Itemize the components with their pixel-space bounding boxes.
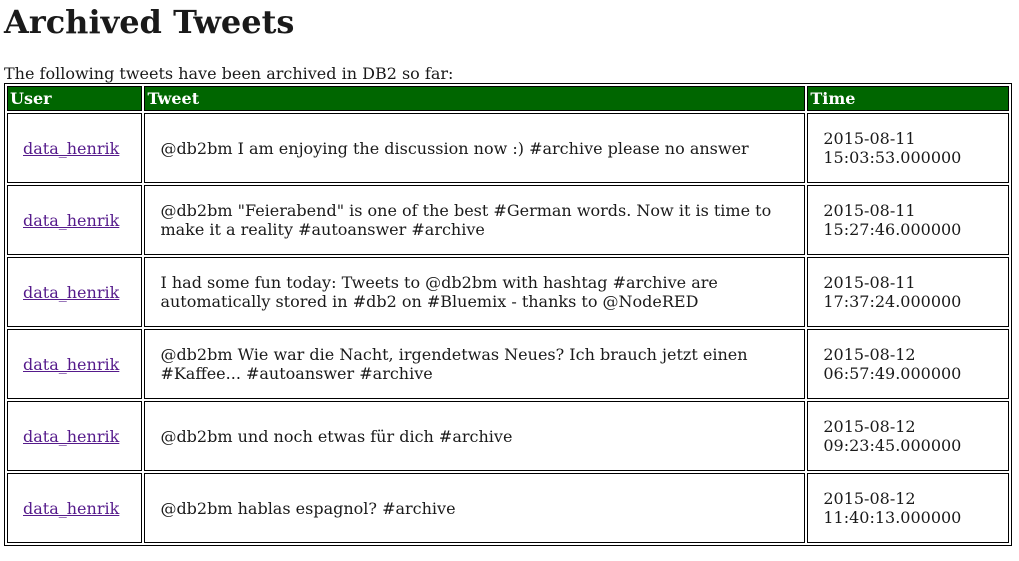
user-cell	[7, 473, 142, 543]
table-row	[7, 401, 1009, 471]
time-text: 11:40:13.000000	[823, 508, 962, 527]
user-cell	[7, 329, 142, 399]
tweet-cell: @db2bm Wie war die Nacht, irgendetwas Neues? Ich brauch jetzt einen #Kaffee... #autoanswer #archive	[144, 329, 805, 399]
time-cell	[807, 257, 1009, 327]
date-text: 2015-08-11	[823, 201, 916, 220]
table-row	[7, 257, 1009, 327]
date-text: 2015-08-11	[823, 129, 916, 148]
page-title: Archived Tweets	[4, 3, 295, 41]
table-row	[7, 473, 1009, 543]
time-cell	[807, 401, 1009, 471]
date-text: 2015-08-11	[823, 273, 916, 292]
table-row	[7, 329, 1009, 399]
time-text: 15:03:53.000000	[823, 148, 962, 167]
tweet-cell: @db2bm und noch etwas für dich #archive	[144, 401, 805, 471]
table-row	[7, 185, 1009, 255]
date-text: 2015-08-12	[823, 489, 916, 508]
user-link[interactable]: data_henrik	[23, 282, 120, 302]
column-header-user: User	[7, 86, 142, 111]
time-cell	[807, 185, 1009, 255]
tweet-cell: @db2bm I am enjoying the discussion now :) #archive please no answer	[144, 113, 805, 183]
user-cell	[7, 113, 142, 183]
user-cell	[7, 185, 142, 255]
tweet-cell: @db2bm hablas espagnol? #archive	[144, 473, 805, 543]
tweet-cell: I had some fun today: Tweets to @db2bm with hashtag #archive are automatically stored in #db2 on #Bluemix - thanks to @NodeRED	[144, 257, 805, 327]
user-link[interactable]: data_henrik	[23, 498, 120, 518]
user-cell	[7, 257, 142, 327]
user-cell	[7, 401, 142, 471]
tweet-cell: @db2bm "Feierabend" is one of the best #German words. Now it is time to make it a reality #autoanswer #archive	[144, 185, 805, 255]
table-header-row	[7, 86, 1009, 111]
time-cell	[807, 473, 1009, 543]
time-text: 15:27:46.000000	[823, 220, 962, 239]
time-text: 09:23:45.000000	[823, 436, 962, 455]
user-link[interactable]: data_henrik	[23, 354, 120, 374]
time-text: 17:37:24.000000	[823, 292, 962, 311]
time-text: 06:57:49.000000	[823, 364, 962, 383]
user-link[interactable]: data_henrik	[23, 138, 120, 158]
intro-text: The following tweets have been archived in DB2 so far:	[4, 64, 454, 83]
table-row	[7, 113, 1009, 183]
time-cell	[807, 113, 1009, 183]
column-header-tweet: Tweet	[144, 86, 805, 111]
date-text: 2015-08-12	[823, 345, 916, 364]
tweets-table	[4, 83, 1012, 546]
date-text: 2015-08-12	[823, 417, 916, 436]
user-link[interactable]: data_henrik	[23, 210, 120, 230]
column-header-time: Time	[807, 86, 1009, 111]
user-link[interactable]: data_henrik	[23, 426, 120, 446]
time-cell	[807, 329, 1009, 399]
